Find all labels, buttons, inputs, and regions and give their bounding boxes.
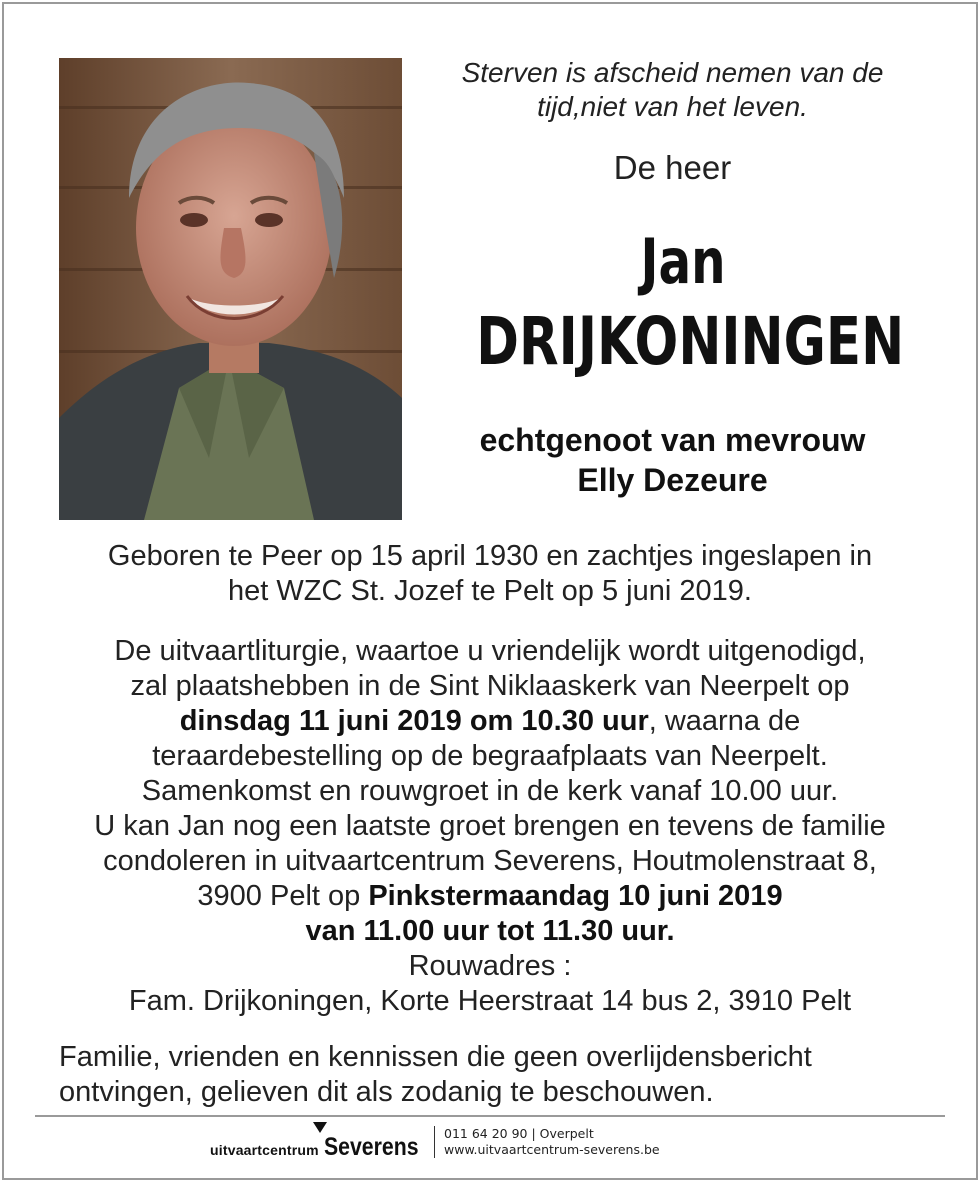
service-line-1: De uitvaartliturgie, waartoe u vriendelijk wordt uitgenodigd, [114,635,866,667]
notice-line-2: ontvingen, gelieven dit als zodanig te beschouwen. [59,1076,714,1108]
visitation-time: van 11.00 uur tot 11.30 uur. [305,915,675,947]
service-line-9 [40,914,940,949]
service-line-8 [40,879,940,914]
service-line-3-rest: , waarna de [648,705,801,737]
service-line-5: Samenkomst en rouwgroet in de kerk vanaf 10.00 uur. [141,775,839,807]
last-name: DRIJKONINGEN [476,303,905,380]
spouse-line-1: echtgenoot van mevrouw [479,422,866,458]
service-date: dinsdag 11 juni 2019 om 10.30 uur [179,705,649,737]
portrait-photo [59,58,402,520]
quote [420,56,925,124]
service-line-8-pre: 3900 Pelt op [197,880,369,912]
footer [0,1122,980,1172]
address-label: Rouwadres : [408,950,572,982]
born-line-1: Geboren te Peer op 15 april 1930 en zachtjes ingeslapen in [107,540,873,572]
visitation-date: Pinkstermaandag 10 juni 2019 [368,880,783,912]
born-line-2: het WZC St. Jozef te Pelt op 5 juni 2019. [228,575,752,607]
quote-line-1: Sterven is afscheid nemen van de [461,57,884,88]
quote-line-2: tijd,niet van het leven. [537,91,808,122]
footer-divider [35,1115,945,1117]
contact-website: www.uitvaartcentrum-severens.be [444,1142,660,1157]
birth-death-info [40,539,940,609]
service-line-6: U kan Jan nog een laatste groet brengen en tevens de familie [94,810,886,842]
contact-info [444,1126,660,1158]
footer-separator [434,1126,435,1158]
notice-line-1: Familie, vrienden en kennissen die geen overlijdensbericht [59,1041,812,1073]
service-line-2: zal plaatshebben in de Sint Niklaaskerk van Neerpelt op [130,670,850,702]
service-line-4: teraardebestelling op de begraafplaats van Neerpelt. [152,740,828,772]
notice [59,1040,939,1110]
portrait-illustration [59,58,402,520]
spouse-info [420,420,925,500]
brand-triangle-icon [313,1122,327,1133]
contact-phone-location: 011 64 20 90 | Overpelt [444,1126,594,1141]
honorific: De heer [613,149,732,186]
brand-name: Severens [324,1133,419,1161]
service-line-7: condoleren in uitvaartcentrum Severens, Houtmolenstraat 8, [103,845,877,877]
first-name: Jan [640,225,726,298]
spouse-line-2: Elly Dezeure [577,462,768,498]
mourning-address: Fam. Drijkoningen, Korte Heerstraat 14 bus 2, 3910 Pelt [128,985,852,1017]
service-line-3 [40,704,940,739]
brand-small-text: uitvaartcentrum [210,1142,319,1158]
funeral-service-info [40,634,940,1019]
